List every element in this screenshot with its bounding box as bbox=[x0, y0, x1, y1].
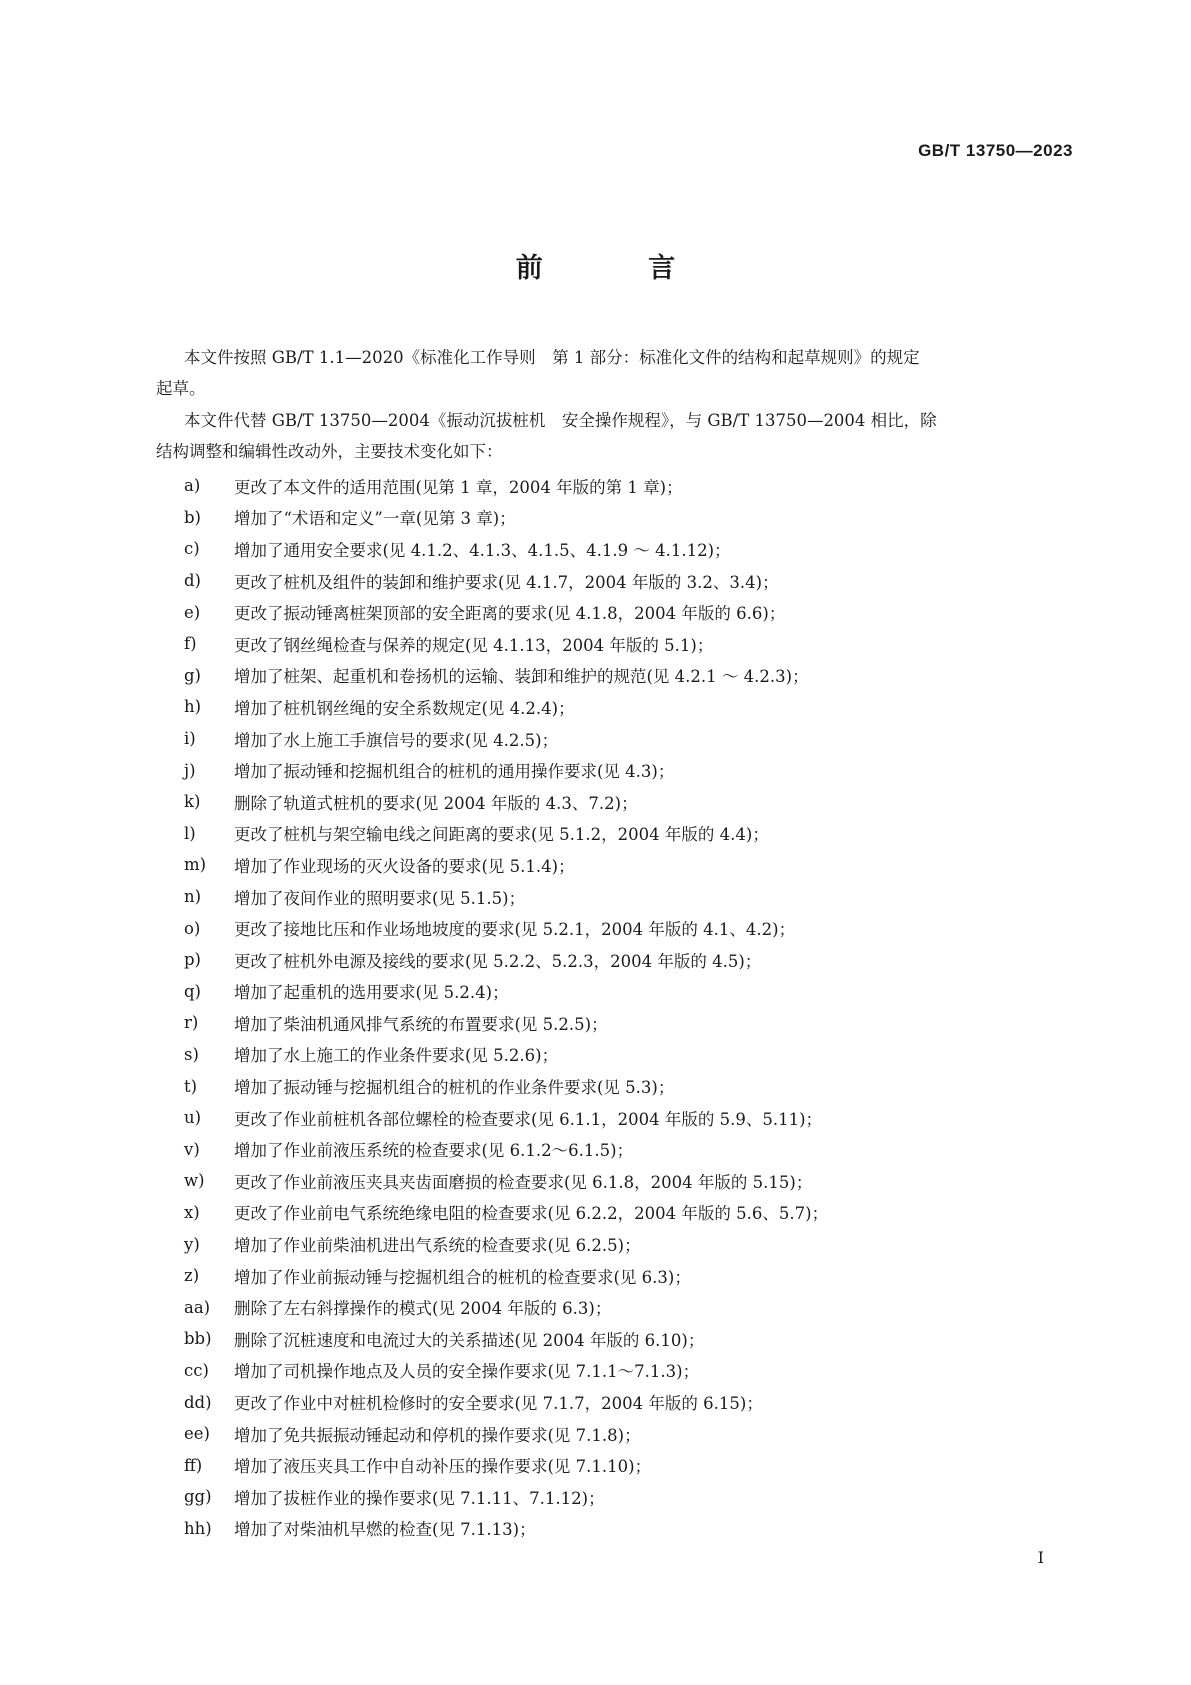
list-item bbox=[184, 1102, 1084, 1134]
list-item-marker: p) bbox=[184, 950, 201, 970]
list-item bbox=[184, 628, 1084, 660]
list-item-marker: k) bbox=[184, 792, 201, 812]
list-item-text: 增加了夜间作业的照明要求(见 5.1.5)； bbox=[234, 888, 526, 908]
list-item-marker: u) bbox=[184, 1108, 202, 1128]
list-item-marker: e) bbox=[184, 602, 201, 622]
list-item-text: 更改了本文件的适用范围(见第 1 章，2004 年版的第 1 章)； bbox=[234, 477, 683, 497]
list-item-text: 增加了对柴油机早燃的检查(见 7.1.13)； bbox=[234, 1520, 536, 1540]
list-item bbox=[184, 1449, 1084, 1481]
list-item bbox=[184, 818, 1084, 850]
list-item bbox=[184, 1513, 1084, 1545]
list-item-text: 更改了作业中对桩机检修时的安全要求(见 7.1.7，2004 年版的 6.15)； bbox=[234, 1394, 763, 1414]
intro-paragraph-2-line-1: 本文件代替 GB/T 13750—2004《振动沉拔桩机 安全操作规程》，与 GB/T 13750—2004 相比，除 bbox=[184, 411, 937, 430]
list-item-marker: i) bbox=[184, 729, 196, 749]
list-item bbox=[184, 533, 1084, 565]
list-item bbox=[184, 502, 1084, 534]
list-item bbox=[184, 1323, 1084, 1355]
list-item-marker: r) bbox=[184, 1013, 199, 1033]
list-item-text: 增加了“术语和定义”一章(见第 3 章)； bbox=[234, 509, 516, 529]
list-item-text: 增加了液压夹具工作中自动补压的操作要求(见 7.1.10)； bbox=[234, 1457, 652, 1477]
list-item-marker: o) bbox=[184, 918, 201, 938]
list-item bbox=[184, 1228, 1084, 1260]
list-item-marker: y) bbox=[184, 1234, 200, 1254]
list-item-text: 删除了沉桩速度和电流过大的关系描述(见 2004 年版的 6.10)； bbox=[234, 1330, 705, 1350]
list-item-text: 更改了接地比压和作业场地坡度的要求(见 5.2.1，2004 年版的 4.1、4.2)； bbox=[234, 920, 796, 940]
list-item-text: 更改了作业前液压夹具夹齿面磨损的检查要求(见 6.1.8，2004 年版的 5.15)； bbox=[234, 1172, 813, 1192]
list-item bbox=[184, 1355, 1084, 1387]
intro-paragraph-2 bbox=[156, 405, 1072, 467]
list-item bbox=[184, 976, 1084, 1008]
list-item bbox=[184, 1039, 1084, 1071]
list-item-marker: aa) bbox=[184, 1297, 211, 1317]
list-item-marker: cc) bbox=[184, 1360, 209, 1380]
list-item-text: 增加了拔桩作业的操作要求(见 7.1.11、7.1.12)； bbox=[234, 1488, 605, 1508]
list-item-text: 更改了桩机与架空输电线之间距离的要求(见 5.1.2，2004 年版的 4.4)； bbox=[234, 825, 769, 845]
change-list bbox=[184, 470, 1084, 1544]
list-item-marker: bb) bbox=[184, 1329, 212, 1349]
list-item-text: 增加了作业前柴油机进出气系统的检查要求(见 6.2.5)； bbox=[234, 1236, 641, 1256]
intro-paragraph-1 bbox=[156, 342, 1072, 404]
list-item-marker: g) bbox=[184, 665, 201, 685]
list-item bbox=[184, 849, 1084, 881]
list-item-marker: f) bbox=[184, 634, 197, 654]
list-item-marker: j) bbox=[184, 760, 196, 780]
list-item bbox=[184, 1481, 1084, 1513]
list-item-text: 增加了作业前液压系统的检查要求(见 6.1.2～6.1.5)； bbox=[234, 1141, 634, 1161]
list-item-text: 更改了钢丝绳检查与保养的规定(见 4.1.13，2004 年版的 5.1)； bbox=[234, 635, 714, 655]
list-item-text: 更改了桩机外电源及接线的要求(见 5.2.2、5.2.3，2004 年版的 4.5)； bbox=[234, 951, 762, 971]
list-item bbox=[184, 470, 1084, 502]
list-item-marker: hh) bbox=[184, 1518, 212, 1538]
list-item-marker: d) bbox=[184, 571, 201, 591]
list-item bbox=[184, 944, 1084, 976]
list-item-text: 增加了通用安全要求(见 4.1.2、4.1.3、4.1.5、4.1.9 ～ 4.1.12)； bbox=[234, 540, 731, 560]
list-item bbox=[184, 1291, 1084, 1323]
list-item bbox=[184, 565, 1084, 597]
list-item bbox=[184, 1418, 1084, 1450]
list-item-marker: w) bbox=[184, 1171, 205, 1191]
list-item bbox=[184, 786, 1084, 818]
list-item-text: 增加了水上施工的作业条件要求(见 5.2.6)； bbox=[234, 1046, 559, 1066]
list-item bbox=[184, 754, 1084, 786]
list-item-marker: c) bbox=[184, 539, 200, 559]
list-item-marker: a) bbox=[184, 476, 201, 496]
list-item-marker: m) bbox=[184, 855, 207, 875]
intro-paragraph-1-line-1: 本文件按照 GB/T 1.1—2020《标准化工作导则 第 1 部分：标准化文件的结构和起草规则》的规定 bbox=[184, 348, 920, 367]
list-item-text: 删除了左右斜撑操作的模式(见 2004 年版的 6.3)； bbox=[234, 1299, 612, 1319]
list-item bbox=[184, 596, 1084, 628]
list-item-marker: z) bbox=[184, 1266, 200, 1286]
list-item-text: 增加了桩机钢丝绳的安全系数规定(见 4.2.4)； bbox=[234, 698, 575, 718]
list-item bbox=[184, 1197, 1084, 1229]
list-item-text: 更改了振动锤离桩架顶部的安全距离的要求(见 4.1.8，2004 年版的 6.6)； bbox=[234, 604, 786, 624]
list-item-text: 增加了起重机的选用要求(见 5.2.4)； bbox=[234, 983, 509, 1003]
list-item-text: 增加了振动锤和挖掘机组合的桩机的通用操作要求(见 4.3)； bbox=[234, 762, 675, 782]
list-item-text: 增加了振动锤与挖掘机组合的桩机的作业条件要求(见 5.3)； bbox=[234, 1078, 675, 1098]
intro-paragraph-1-line-2: 起草。 bbox=[156, 379, 206, 398]
list-item-text: 增加了柴油机通风排气系统的布置要求(见 5.2.5)； bbox=[234, 1014, 608, 1034]
list-item-marker: h) bbox=[184, 697, 202, 717]
list-item-text: 增加了桩架、起重机和卷扬机的运输、装卸和维护的规范(见 4.2.1 ～ 4.2.3)； bbox=[234, 667, 809, 687]
list-item bbox=[184, 1260, 1084, 1292]
list-item-marker: ff) bbox=[184, 1455, 203, 1475]
list-item-marker: l) bbox=[184, 823, 196, 843]
list-item-marker: q) bbox=[184, 981, 201, 1001]
list-item bbox=[184, 691, 1084, 723]
list-item-text: 更改了作业前桩机各部位螺栓的检查要求(见 6.1.1，2004 年版的 5.9、5.11)； bbox=[234, 1109, 823, 1129]
list-item-text: 更改了作业前电气系统绝缘电阻的检查要求(见 6.2.2，2004 年版的 5.6、5.7)； bbox=[234, 1204, 829, 1224]
list-item-text: 增加了作业现场的灭火设备的要求(见 5.1.4)； bbox=[234, 856, 575, 876]
page-title: 前 言 bbox=[515, 253, 724, 284]
list-item-marker: x) bbox=[184, 1202, 200, 1222]
list-item-marker: gg) bbox=[184, 1487, 212, 1507]
list-item-marker: v) bbox=[184, 1139, 200, 1159]
list-item bbox=[184, 1007, 1084, 1039]
list-item-marker: n) bbox=[184, 887, 202, 907]
list-item-marker: ee) bbox=[184, 1424, 210, 1444]
list-item-text: 增加了司机操作地点及人员的安全操作要求(见 7.1.1～7.1.3)； bbox=[234, 1362, 700, 1382]
list-item bbox=[184, 1133, 1084, 1165]
intro-paragraph-2-line-2: 结构调整和编辑性改动外，主要技术变化如下： bbox=[156, 442, 503, 461]
list-item-text: 删除了轨道式桩机的要求(见 2004 年版的 4.3、7.2)； bbox=[234, 793, 638, 813]
list-item-marker: dd) bbox=[184, 1392, 212, 1412]
list-item bbox=[184, 1070, 1084, 1102]
list-item-text: 更改了桩机及组件的装卸和维护要求(见 4.1.7，2004 年版的 3.2、3.4)； bbox=[234, 572, 779, 592]
list-item bbox=[184, 723, 1084, 755]
page-number: I bbox=[1037, 1548, 1044, 1567]
list-item bbox=[184, 660, 1084, 692]
list-item bbox=[184, 881, 1084, 913]
list-item-text: 增加了作业前振动锤与挖掘机组合的桩机的检查要求(见 6.3)； bbox=[234, 1267, 691, 1287]
list-item-text: 增加了免共振振动锤起动和停机的操作要求(见 7.1.8)； bbox=[234, 1425, 641, 1445]
list-item bbox=[184, 1165, 1084, 1197]
list-item bbox=[184, 912, 1084, 944]
list-item-marker: b) bbox=[184, 507, 201, 527]
standard-number: GB/T 13750—2023 bbox=[918, 141, 1073, 160]
list-item-marker: t) bbox=[184, 1076, 198, 1096]
list-item-marker: s) bbox=[184, 1044, 199, 1064]
list-item-text: 增加了水上施工手旗信号的要求(见 4.2.5)； bbox=[234, 730, 559, 750]
list-item bbox=[184, 1386, 1084, 1418]
